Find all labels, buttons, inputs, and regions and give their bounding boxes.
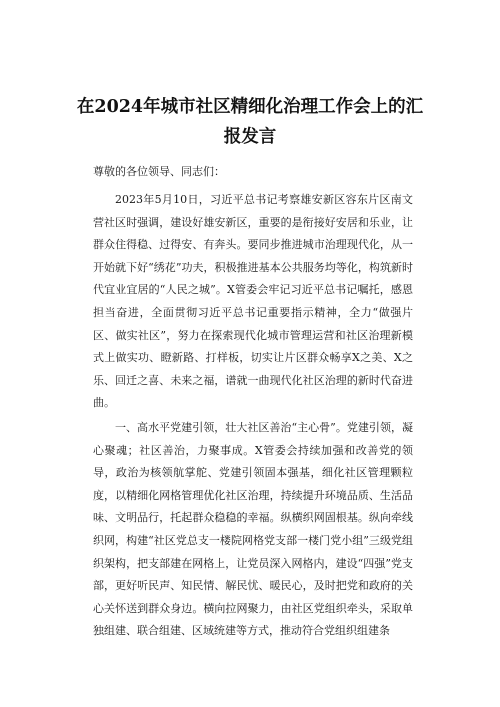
paragraph-intro: 2023年5月10日，习近平总书记考察雄安新区容东片区南文营社区时强调，建设好雄安新区，重要的是衔接好安居和乐业，让群众住得稳、过得安、有奔头。要同步推进城市治理现代化，从一开始就下好“绣花”功夫，积极推进基本公共服务均等化，构筑新时代宜业宜居的“人民之城”。X管委会牢记习近平总书记嘱托，感恩担当奋进，全面贯彻习近平总书记重要指示精神，全力“做强片区、做实社区”，努力在探索现代化城市管理运营和社区治理新模式上做实功、瞪新路、打样板，切实让片区群众畅享X之美、X之乐、回迁之喜、未来之福，谱就一曲现代化社区治理的新时代奋进曲。 [93, 193, 413, 410]
document-title: 在2024年城市社区精细化治理工作会上的汇报发言 [76, 97, 424, 147]
salutation: 尊敬的各位领导、同志们： [93, 165, 225, 178]
document-body [93, 163, 413, 643]
paragraph-section-one: 一、高水平党建引领，壮大社区善治“主心骨”。党建引领，凝心聚魂；社区善治，力聚事成。X管委会持续加强和改善党的领导，政治为核领航掌舵、党建引领固本强基，细化社区管理颗粒度，以精细化网格管理优化社区治理，持续提升环境品质、生活品味、文明品行，托起群众稳稳的幸福。纵横织网固根基。纵向牵线织网，构建“社区党总支一楼院网格党支部一楼门党小组”三级党组织架构，把支部建在网格上，让党员深入网格内，建设“四强”党支部，更好听民声、知民情、解民忧、暖民心，及时把党和政府的关心关怀送到群众身边。横向拉网聚力，由社区党组织牵头，采取单独组建、联合组建、区域统建等方式，推动符合党组织组建条 [93, 420, 413, 638]
